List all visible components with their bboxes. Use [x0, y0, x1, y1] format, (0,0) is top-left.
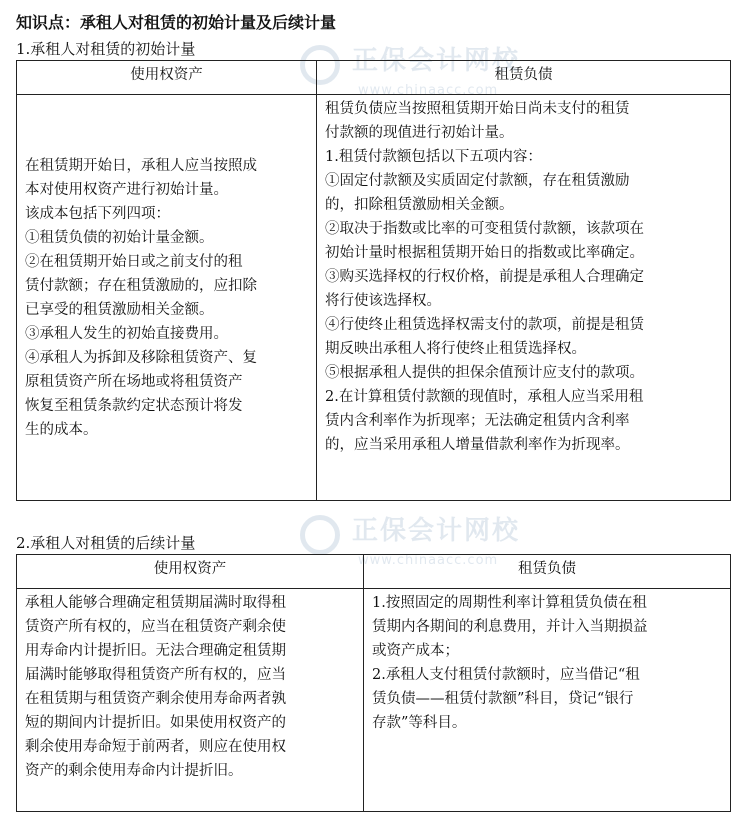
text-line: 存款”等科目。	[372, 715, 467, 731]
text-line: 恢复至租赁条款约定状态预计将发	[25, 397, 243, 414]
text-line: ①租赁负债的初始计量金额。	[25, 229, 214, 246]
text-line: ②取决于指数或比率的可变租赁付款额，该款项在	[325, 221, 644, 237]
text-line: 1.租赁付款额包括以下五项内容：	[325, 149, 542, 165]
text-line: 2.在计算租赁付款额的现值时，承租人应当采用租	[325, 389, 644, 405]
text-line: 2.承租人支付租赁付款额时，应当借记“租	[372, 667, 640, 683]
text-line: ④承租人为拆卸及移除租赁资产、复	[25, 349, 257, 366]
text-line: 期反映出承租人将行使终止租赁选择权。	[325, 341, 586, 357]
initial-measurement-table	[16, 60, 731, 501]
text-line: 赁负债——租赁付款额”科目，贷记“银行	[372, 691, 634, 707]
cell-initial-lease-liability	[317, 95, 731, 501]
cell-subsequent-lease-liability	[364, 589, 731, 812]
text-line: 租赁负债应当按照租赁期开始日尚未支付的租赁	[325, 101, 630, 117]
text-line: 本对使用权资产进行初始计量。	[25, 181, 228, 198]
text-line: 剩余使用寿命短于前两者，则应在使用权	[25, 739, 286, 755]
text-line: 付款额的现值进行初始计量。	[325, 125, 514, 141]
text-line: 的，扣除租赁激励相关金额。	[325, 197, 514, 213]
watermark: 正保会计网校 www.chinaacc.com	[300, 40, 520, 98]
text-line: 资产的剩余使用寿命内计提折旧。	[25, 763, 243, 779]
text-line: 承租人能够合理确定租赁期届满时取得租	[25, 595, 286, 611]
text-line: 在租赁期与租赁资产剩余使用寿命两者孰	[25, 691, 286, 707]
text-line: ⑤根据承租人提供的担保余值预计应支付的款项。	[325, 365, 644, 381]
page-heading: 知识点：承租人对租赁的初始计量及后续计量	[16, 13, 337, 32]
col-header-right-of-use-asset: 使用权资产	[17, 555, 364, 589]
text-line: 赁期内各期间的利息费用，并计入当期损益	[372, 619, 648, 635]
text-line: ②在租赁期开始日或之前支付的租	[25, 253, 243, 270]
text-line: 将行使该选择权。	[325, 293, 441, 309]
text-line: 赁资产所有权的，应当在租赁资产剩余使	[25, 619, 286, 635]
subsequent-measurement-table	[16, 554, 731, 812]
text-line: 生的成本。	[25, 421, 98, 438]
col-header-lease-liability: 租赁负债	[364, 555, 731, 589]
text-line: 该成本包括下列四项：	[25, 205, 170, 222]
text-line: 赁内含利率作为折现率；无法确定租赁内含利率	[325, 413, 630, 429]
text-line: 已享受的租赁激励相关金额。	[25, 301, 214, 318]
text-line: 用寿命内计提折旧。无法合理确定租赁期	[25, 643, 286, 659]
watermark: 正保会计网校 www.chinaacc.com	[300, 510, 520, 568]
watermark-logo-icon	[300, 515, 340, 555]
text-line: 1.按照固定的周期性利率计算租赁负债在租	[372, 595, 647, 611]
section2-title: 2.承租人对租赁的后续计量	[16, 534, 196, 552]
cell-initial-right-of-use-asset	[17, 95, 317, 501]
text-line: ③购买选择权的行权价格，前提是承租人合理确定	[325, 269, 644, 285]
text-line: 原租赁资产所在场地或将租赁资产	[25, 373, 243, 390]
section1-title: 1.承租人对租赁的初始计量	[16, 40, 196, 58]
text-line: 短的期间内计提折旧。如果使用权资产的	[25, 715, 286, 731]
text-line: 的，应当采用承租人增量借款利率作为折现率。	[325, 437, 630, 453]
text-line: 在租赁期开始日，承租人应当按照成	[25, 157, 257, 174]
text-line: ①固定付款额及实质固定付款额，存在租赁激励	[325, 173, 630, 189]
col-header-lease-liability: 租赁负债	[317, 61, 731, 95]
cell-subsequent-right-of-use-asset	[17, 589, 364, 812]
text-line: 届满时能够取得租赁资产所有权的，应当	[25, 667, 286, 683]
text-line: ③承租人发生的初始直接费用。	[25, 325, 228, 342]
text-line: 或资产成本；	[372, 643, 459, 659]
text-line: 赁付款额；存在租赁激励的，应扣除	[25, 277, 257, 294]
text-line: 初始计量时根据租赁期开始日的指数或比率确定。	[325, 245, 644, 261]
col-header-right-of-use-asset: 使用权资产	[17, 61, 317, 95]
text-line: ④行使终止租赁选择权需支付的款项，前提是租赁	[325, 317, 644, 333]
